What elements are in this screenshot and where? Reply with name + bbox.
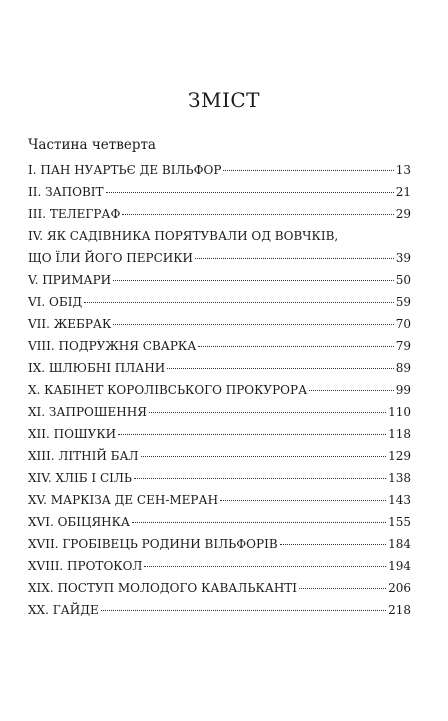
dot-leader [122, 214, 393, 215]
toc-entry [28, 423, 411, 445]
toc-entry-page: 29 [395, 207, 411, 221]
toc-entry-title-line1: IV. ЯК САДІВНИКА ПОРЯТУВАЛИ ОД ВОВЧКІВ, [28, 229, 339, 243]
toc-entry-title: VIII. ПОДРУЖНЯ СВАРКА [28, 339, 197, 353]
toc-entry [28, 181, 411, 203]
dot-leader [195, 258, 394, 259]
toc-entry-page: 110 [388, 405, 411, 419]
toc-entry-title: XIX. ПОСТУП МОЛОДОГО КАВАЛЬКАНТІ [28, 581, 298, 595]
toc-entry [28, 577, 411, 599]
toc-entry-page: 13 [395, 163, 411, 177]
toc-entry [28, 159, 411, 181]
dot-leader [223, 170, 393, 171]
toc-entry-title: XIV. ХЛІБ І СІЛЬ [28, 471, 132, 485]
toc-entry [28, 401, 411, 423]
toc-entry-page: 143 [388, 493, 411, 507]
toc-entry-page: 79 [395, 339, 411, 353]
dot-leader [132, 522, 386, 523]
toc-entry-title: XV. МАРКІЗА ДЕ СЕН-МЕРАН [28, 493, 219, 507]
toc-entry-page: 59 [395, 295, 411, 309]
toc-entry-page: 99 [395, 383, 411, 397]
dot-leader [106, 192, 394, 193]
part-title: Частина четверта [28, 137, 156, 153]
toc-entry-page: 184 [388, 537, 411, 551]
toc-entry-title: І. ПАН НУАРТЬЄ ДЕ ВІЛЬФОР [28, 163, 222, 177]
toc-entry-title: IX. ШЛЮБНІ ПЛАНИ [28, 361, 166, 375]
toc-entry [28, 445, 411, 467]
toc-entry [28, 555, 411, 577]
toc-entry-title: XIII. ЛІТНІЙ БАЛ [28, 449, 139, 463]
toc-entry [28, 269, 411, 291]
toc-entry-title: XVII. ГРОБІВЕЦЬ РОДИНИ ВІЛЬФОРІВ [28, 537, 278, 551]
dot-leader [84, 302, 394, 303]
toc-entry [28, 313, 411, 335]
toc-entry [28, 467, 411, 489]
toc-entry-page: 129 [388, 449, 411, 463]
toc-entry-title: X. КАБІНЕТ КОРОЛІВСЬКОГО ПРОКУРОРА [28, 383, 308, 397]
dot-leader [280, 544, 386, 545]
dot-leader [118, 434, 386, 435]
dot-leader [220, 500, 386, 501]
toc-entry [28, 335, 411, 357]
toc-entry-title: VI. ОБІД [28, 295, 83, 309]
dot-leader [144, 566, 386, 567]
table-of-contents [28, 159, 411, 621]
dot-leader [141, 456, 387, 457]
page-title: ЗМІСТ [188, 88, 260, 112]
toc-entry [28, 357, 411, 379]
toc-entry [28, 225, 411, 269]
toc-entry-title: III. ТЕЛЕГРАФ [28, 207, 121, 221]
dot-leader [299, 588, 386, 589]
dot-leader [167, 368, 393, 369]
dot-leader [113, 324, 393, 325]
toc-entry [28, 511, 411, 533]
toc-entry-page: 39 [395, 251, 411, 265]
toc-entry-title: ІІ. ЗАПОВІТ [28, 185, 104, 199]
dot-leader [134, 478, 386, 479]
toc-entry-title: XII. ПОШУКИ [28, 427, 117, 441]
toc-entry-page: 50 [395, 273, 411, 287]
toc-entry [28, 203, 411, 225]
dot-leader [101, 610, 386, 611]
toc-entry [28, 489, 411, 511]
toc-entry-page: 138 [388, 471, 411, 485]
toc-entry [28, 379, 411, 401]
toc-entry-page: 118 [388, 427, 411, 441]
toc-entry-title: XI. ЗАПРОШЕННЯ [28, 405, 147, 419]
dot-leader [309, 390, 394, 391]
toc-entry-title: XVI. ОБІЦЯНКА [28, 515, 130, 529]
toc-entry-page: 194 [388, 559, 411, 573]
toc-entry-title: XX. ГАЙДЕ [28, 603, 99, 617]
dot-leader [198, 346, 393, 347]
toc-entry-title: VII. ЖЕБРАК [28, 317, 112, 331]
toc-entry-page: 155 [388, 515, 411, 529]
toc-entry-page: 70 [395, 317, 411, 331]
dot-leader [113, 280, 394, 281]
toc-entry-title: V. ПРИМАРИ [28, 273, 112, 287]
toc-entry-page: 218 [388, 603, 411, 617]
toc-entry-page: 89 [395, 361, 411, 375]
toc-entry-page: 206 [388, 581, 411, 595]
toc-entry-title: ЩО ЇЛИ ЙОГО ПЕРСИКИ [28, 251, 193, 265]
toc-entry-page: 21 [395, 185, 411, 199]
dot-leader [149, 412, 386, 413]
toc-entry [28, 599, 411, 621]
toc-entry [28, 291, 411, 313]
toc-entry-title: XVIII. ПРОТОКОЛ [28, 559, 143, 573]
toc-entry [28, 533, 411, 555]
